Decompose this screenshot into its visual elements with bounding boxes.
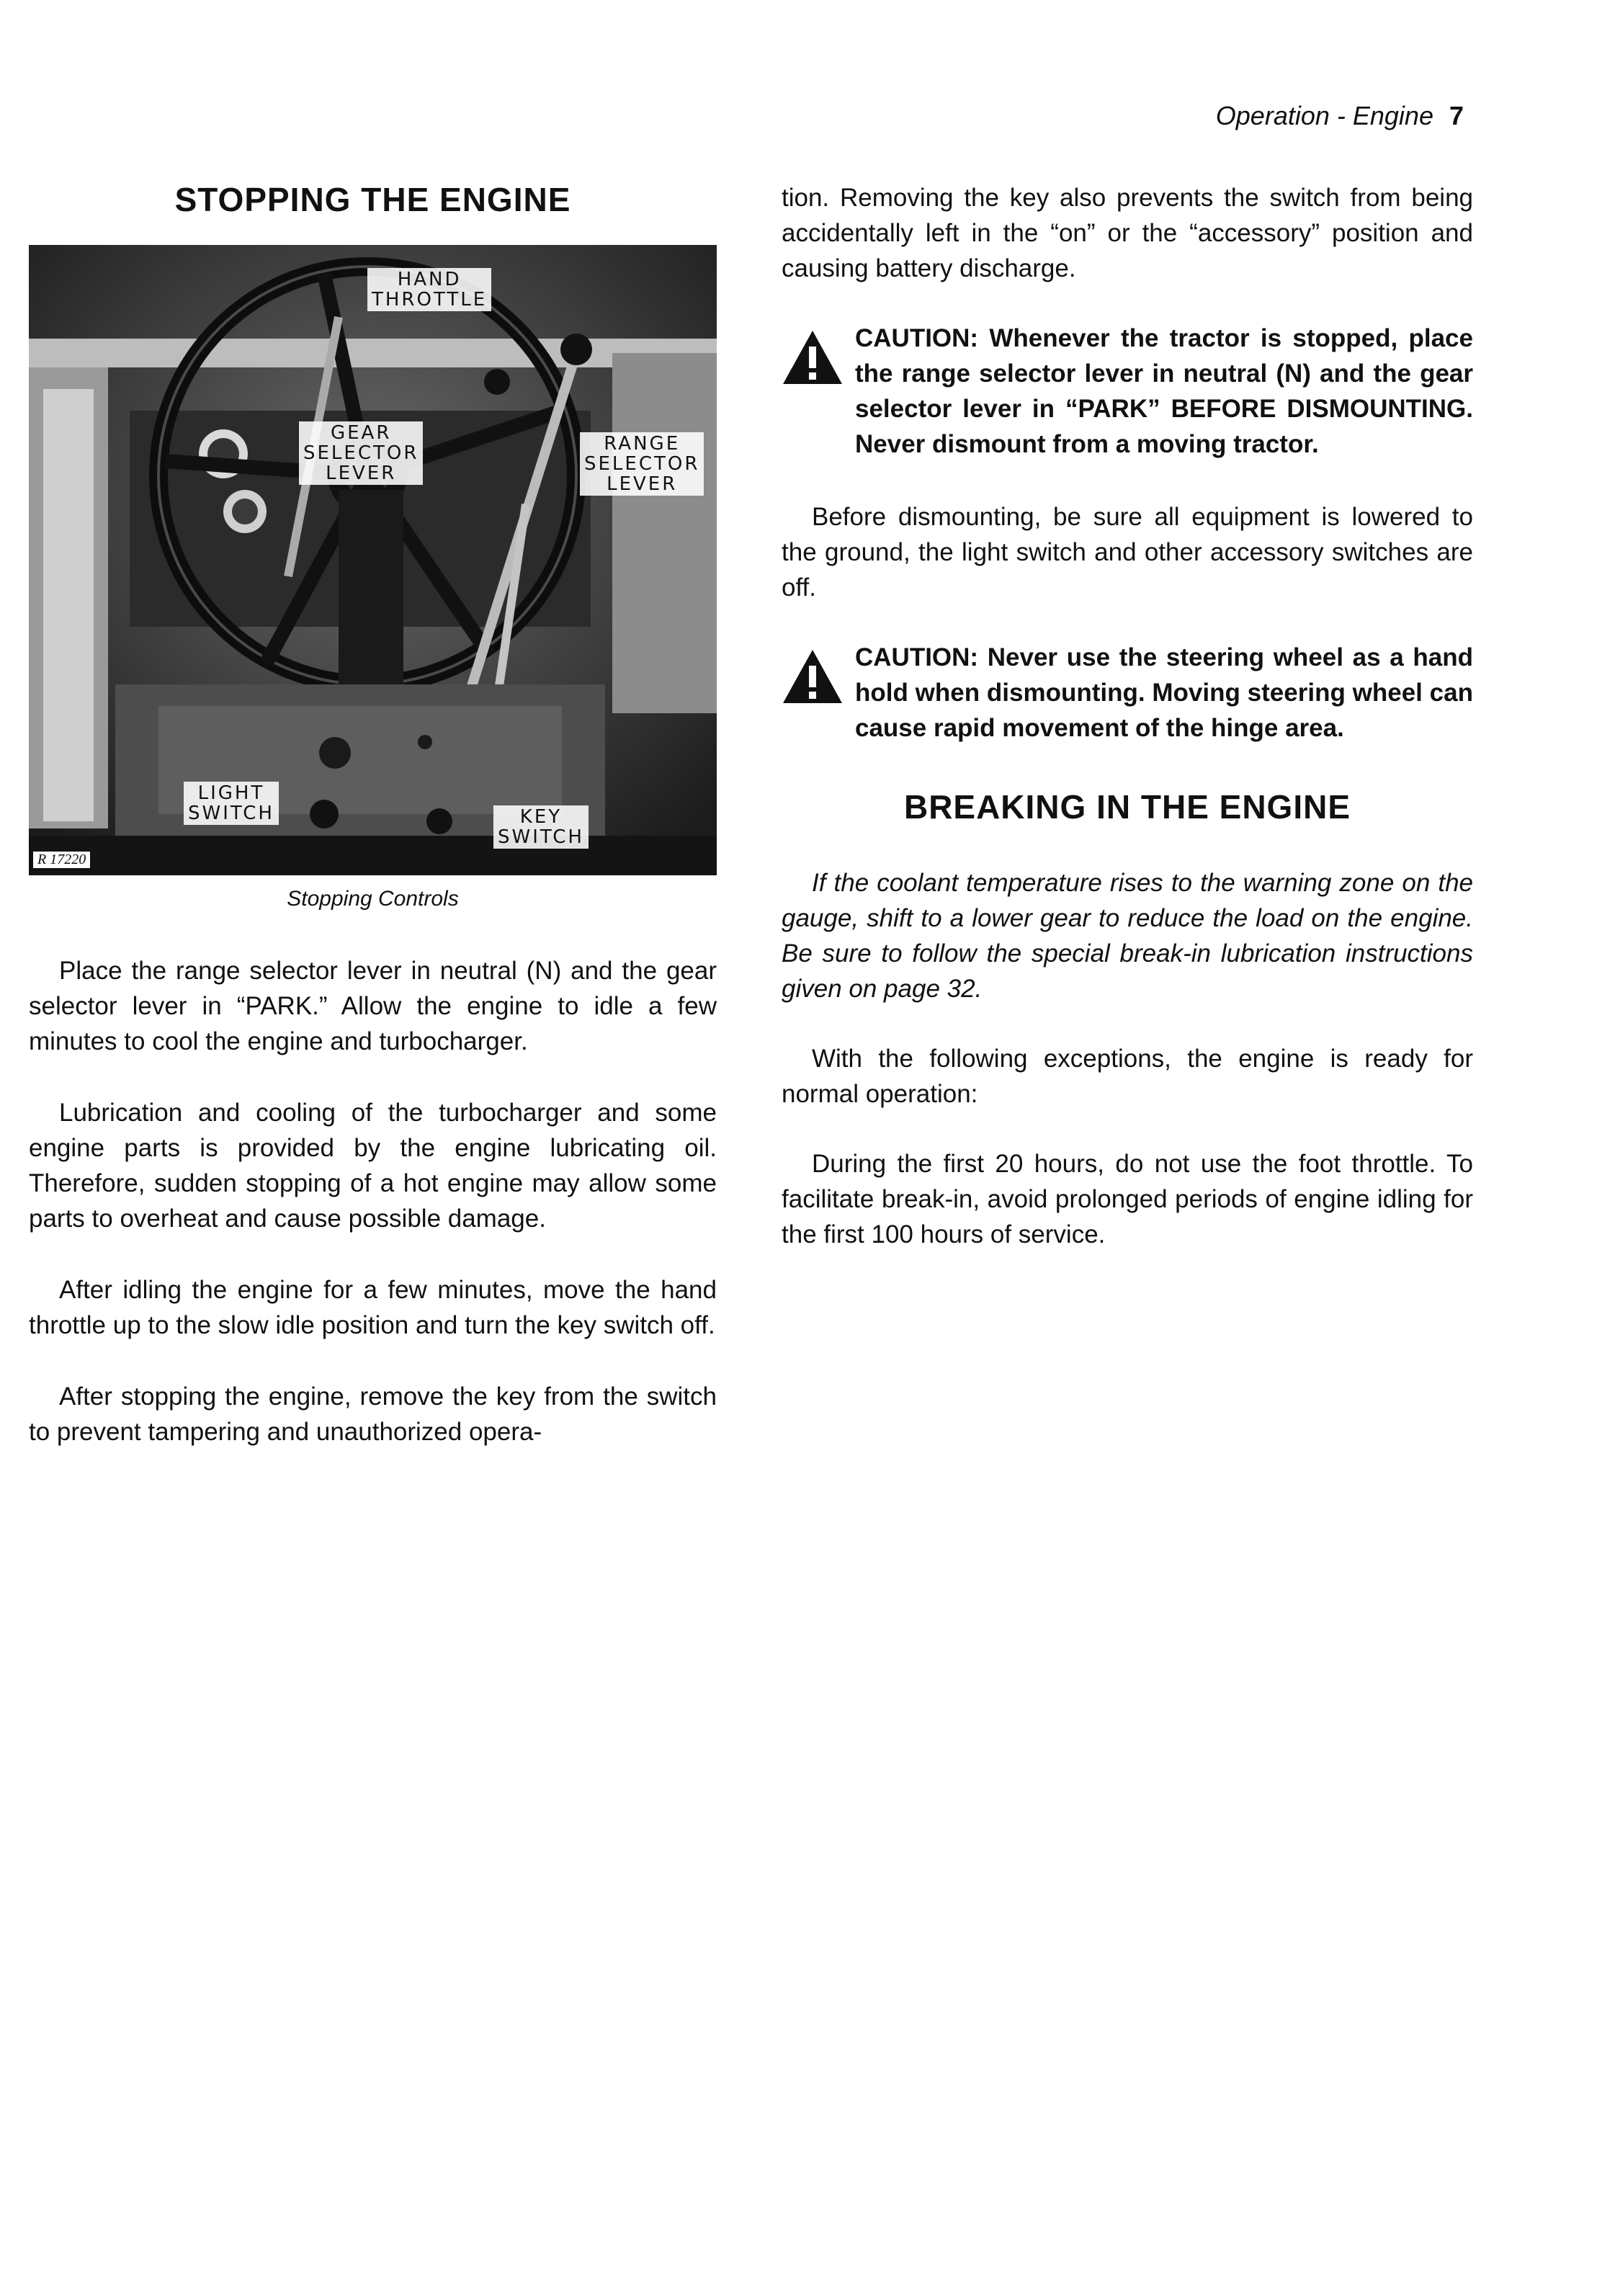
warning-triangle-icon bbox=[782, 329, 844, 385]
stopping-engine-heading: STOPPING THE ENGINE bbox=[174, 181, 571, 218]
paragraph-coolant-temperature: If the coolant temperature rises to the warning zone on the gauge, shift to a lower gear to reduce the load on the engine. Be sure to follow the special break-in lubrication instructions given on page 32. bbox=[782, 869, 1473, 1003]
callout-key-switch bbox=[493, 805, 589, 849]
paragraph-idling: After idling the engine for a few minutes, move the hand throttle up to the slow idle position and turn the key switch off. bbox=[29, 1276, 717, 1339]
paragraph-first-20-hours: During the first 20 hours, do not use the foot throttle. To facilitate break-in, avoid prolonged periods of engine idling for the first 100 hours of service. bbox=[782, 1150, 1473, 1248]
stopping-controls-photo bbox=[29, 245, 717, 875]
callout-gear-selector bbox=[299, 421, 423, 485]
caution-block-stopped bbox=[782, 321, 1473, 462]
caution-text-steering: CAUTION: Never use the steering wheel as a hand hold when dismounting. Moving steering wheel can cause rapid movement of the hinge area. bbox=[855, 643, 1473, 742]
caution-text-stopped: CAUTION: Whenever the tractor is stopped, place the range selector lever in neutral (N) and the gear selector lever in “PARK” BEFORE DISMOUNTING. Never dismount from a moving tractor. bbox=[855, 324, 1473, 458]
running-head bbox=[1216, 101, 1464, 131]
left-column bbox=[29, 180, 717, 1449]
callout-range-selector bbox=[580, 432, 704, 496]
paragraph-exceptions: With the following exceptions, the engine is ready for normal operation: bbox=[782, 1045, 1473, 1108]
callout-light-switch-text: LIGHT SWITCH bbox=[188, 782, 274, 824]
paragraph-before-dismounting: Before dismounting, be sure all equipment is lowered to the ground, the light switch and other accessory switches are off. bbox=[782, 503, 1473, 602]
callout-hand-throttle-text: HAND THROTTLE bbox=[372, 269, 488, 311]
breaking-in-heading: BREAKING IN THE ENGINE bbox=[903, 788, 1351, 826]
right-column bbox=[782, 180, 1473, 1287]
caution-block-steering bbox=[782, 640, 1473, 746]
paragraph-place-levers: Place the range selector lever in neutral (N) and the gear selector lever in “PARK.” Allow the engine to idle a few minutes to cool the engine and turbocharger. bbox=[29, 957, 717, 1055]
paragraph-lubrication: Lubrication and cooling of the turbocharger and some engine parts is provided by the engine lubricating oil. Therefore, sudden stopping of a hot engine may allow some parts to overheat and cause possible damage. bbox=[29, 1099, 717, 1233]
callout-hand-throttle bbox=[367, 268, 491, 311]
figure-id: R 17220 bbox=[32, 850, 91, 870]
tractor-cab-illustration bbox=[29, 245, 717, 875]
section-title: Operation - Engine bbox=[1215, 101, 1433, 130]
callout-light-switch bbox=[184, 782, 279, 825]
paragraph-remove-key: After stopping the engine, remove the key from the switch to prevent tampering and unauthorized opera- bbox=[29, 1382, 717, 1446]
callout-range-selector-text: RANGE SELECTOR LEVER bbox=[584, 433, 700, 495]
paragraph-continuation: tion. Removing the key also prevents the switch from being accidentally left in the “on” or the “accessory” position and causing battery discharge. bbox=[782, 184, 1473, 282]
callout-key-switch-text: KEY SWITCH bbox=[498, 806, 584, 848]
page-number: 7 bbox=[1449, 101, 1464, 130]
callout-gear-selector-text: GEAR SELECTOR LEVER bbox=[303, 422, 419, 484]
figure-caption: Stopping Controls bbox=[287, 887, 459, 911]
warning-triangle-icon bbox=[782, 648, 844, 705]
